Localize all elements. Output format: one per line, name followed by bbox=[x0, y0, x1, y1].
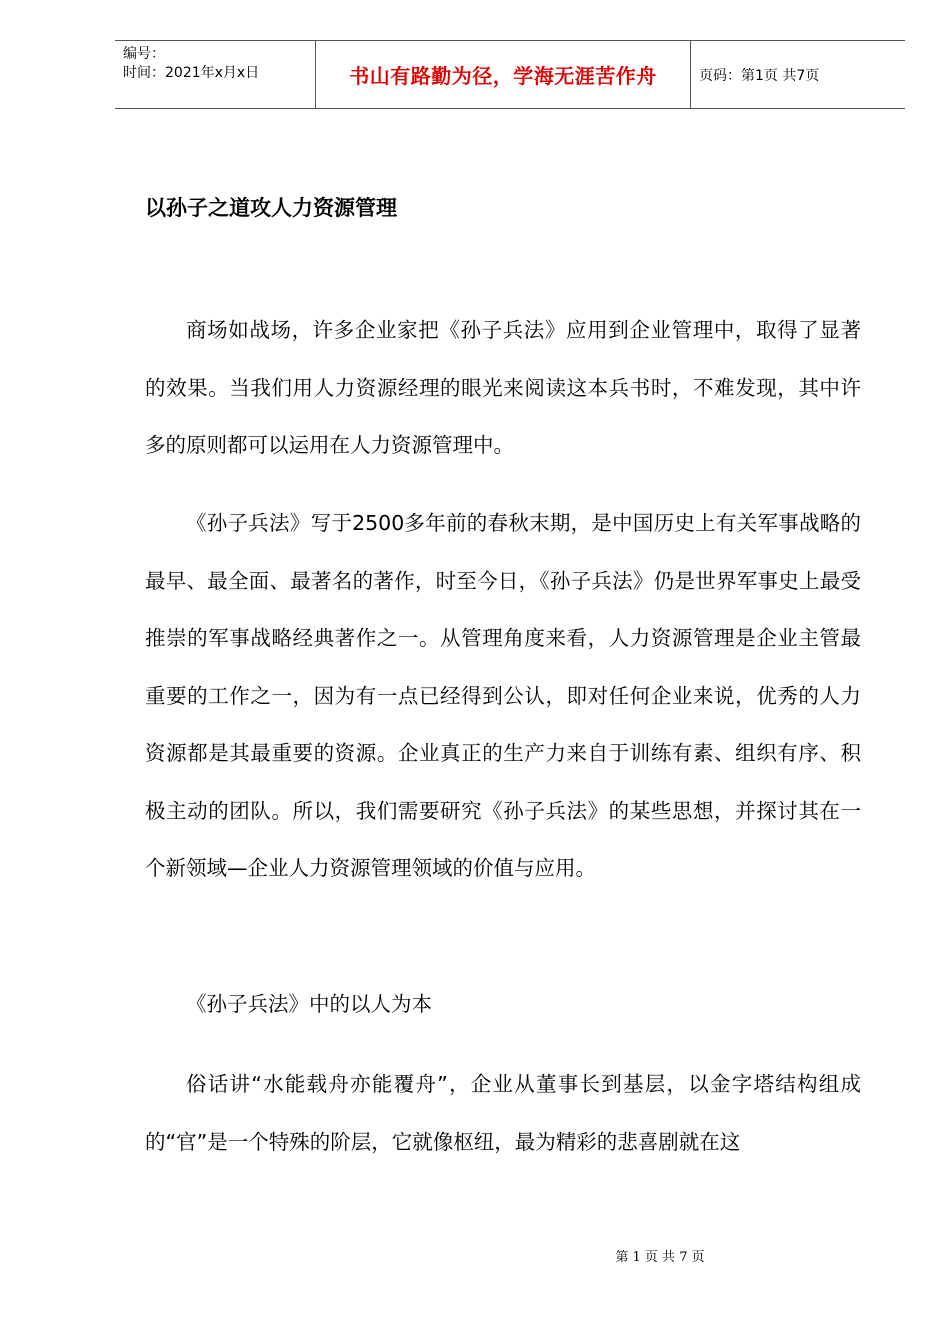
motto-text: 书山有路勤为径，学海无涯苦作舟 bbox=[349, 64, 657, 88]
paragraph-1: 商场如战场，许多企业家把《孙子兵法》应用到企业管理中，取得了显著的效果。当我们用人力资源经理的眼光来阅读这本兵书时，不难发现，其中许多的原则都可以运用在人力资源管理中。 bbox=[145, 318, 861, 457]
paragraph-2: 《孙子兵法》写于2500多年前的春秋末期，是中国历史上有关军事战略的最早、最全面、最著名的著作，时至今日，《孙子兵法》仍是世界军事史上最受推崇的军事战略经典著作之一。从管理角度来看，人力资源管理是企业主管最重要的工作之一，因为有一点已经得到公认，即对任何企业来说，优秀的人力资源都是其最重要的资源。企业真正的生产力来自于训练有素、组织有序、积极主动的团队。所以，我们需要研究《孙子兵法》的某些思想，并探讨其在一个新领域—企业人力资源管理领域的价值与应用。 bbox=[145, 511, 861, 880]
section-heading: 《孙子兵法》中的以人为本 bbox=[186, 992, 432, 1016]
header-meta-cell bbox=[115, 41, 315, 108]
time-label: 时间：2021年x月x日 bbox=[123, 65, 260, 81]
motto-cell bbox=[315, 41, 691, 108]
paragraph-3: 俗话讲“水能载舟亦能覆舟”，企业从董事长到基层，以金字塔结构组成的“官”是一个特殊的阶层，它就像枢纽，最为精彩的悲喜剧就在这 bbox=[145, 1072, 861, 1154]
header-table bbox=[115, 40, 905, 109]
page-footer: 第 1 页 共 7 页 bbox=[615, 1250, 705, 1265]
page-info: 页码：第1页 共7页 bbox=[699, 67, 820, 84]
document-title: 以孙子之道攻人力资源管理 bbox=[145, 195, 397, 220]
page-info-cell bbox=[691, 41, 905, 108]
number-label: 编号： bbox=[123, 46, 165, 62]
